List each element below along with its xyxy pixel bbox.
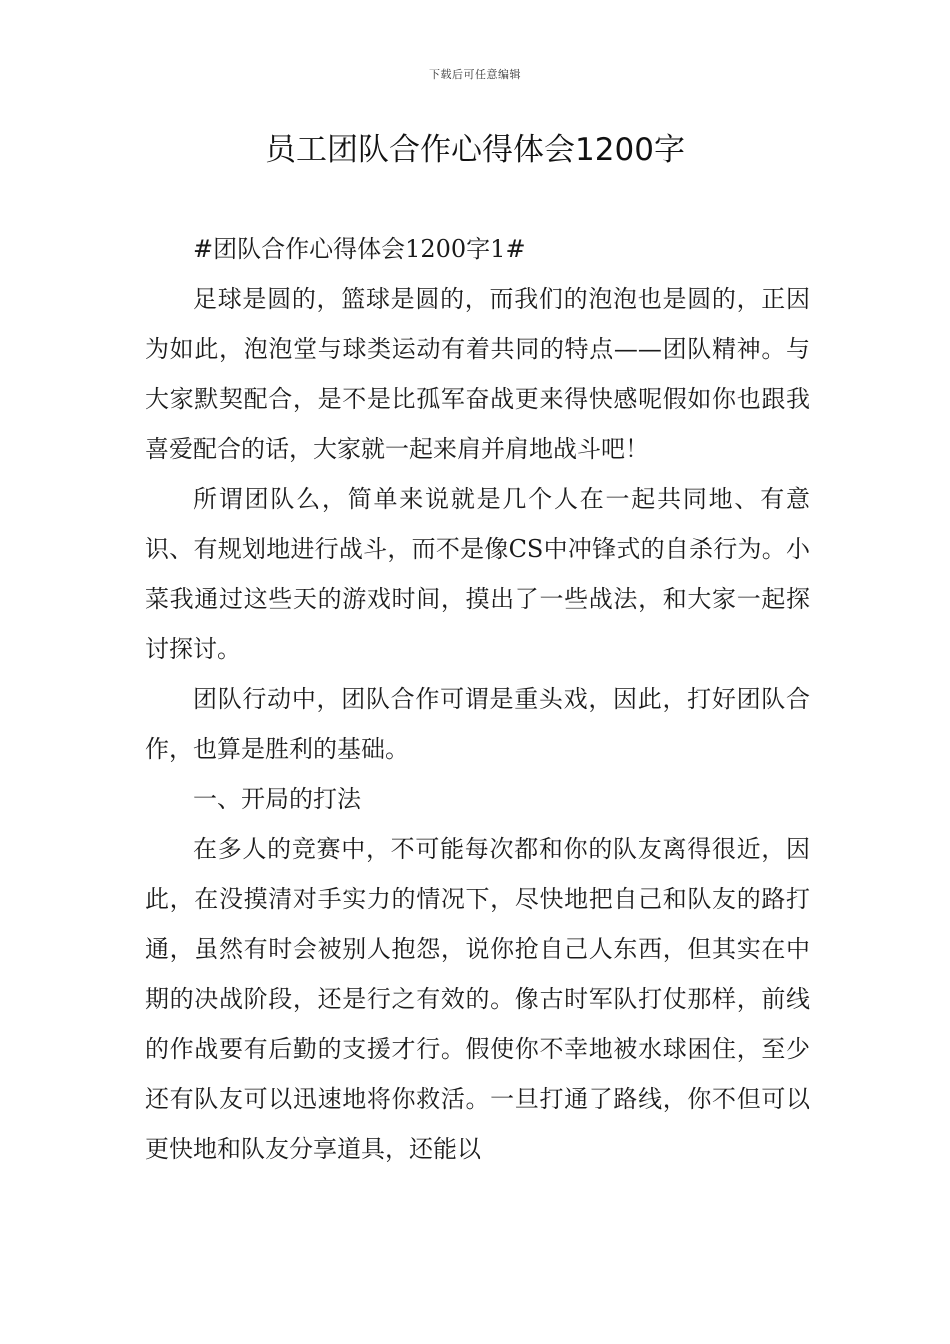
subsection-heading: 一、开局的打法 — [193, 785, 361, 813]
document-title: 员工团队合作心得体会1200字 — [265, 132, 685, 168]
paragraph: 足球是圆的，篮球是圆的，而我们的泡泡也是圆的，正因为如此，泡泡堂与球类运动有着共同的特点——团队精神。与大家默契配合，是不是比孤军奋战更来得快感呢假如你也跟我喜爱配合的话，大家就一起来肩并肩地战斗吧！ — [145, 285, 810, 463]
paragraph: 在多人的竞赛中，不可能每次都和你的队友离得很近，因此，在没摸清对手实力的情况下，尽快地把自己和队友的路打通，虽然有时会被别人抱怨，说你抢自己人东西，但其实在中期的决战阶段，还是行之有效的。像古时军队打仗那样，前线的作战要有后勤的支援才行。假使你不幸地被水球困住，至少还有队友可以迅速地将你救活。一旦打通了路线，你不但可以更快地和队友分享道具，还能以 — [145, 835, 810, 1163]
document-body — [145, 224, 810, 1174]
section-heading: #团队合作心得体会1200字1# — [193, 235, 526, 263]
header-note: 下载后可任意编辑 — [429, 68, 521, 81]
paragraph: 所谓团队么，简单来说就是几个人在一起共同地、有意识、有规划地进行战斗，而不是像CS中冲锋式的自杀行为。小菜我通过这些天的游戏时间，摸出了一些战法，和大家一起探讨探讨。 — [145, 485, 810, 663]
paragraph: 团队行动中，团队合作可谓是重头戏，因此，打好团队合作，也算是胜利的基础。 — [145, 685, 810, 763]
